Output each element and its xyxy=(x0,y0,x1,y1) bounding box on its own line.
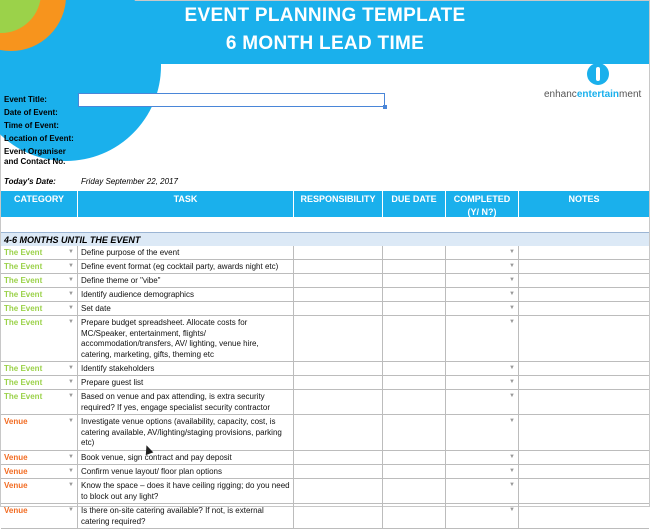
task-cell[interactable] xyxy=(78,260,294,273)
category-cell[interactable] xyxy=(1,451,78,464)
table-row xyxy=(1,302,649,316)
task-text-line: Investigate venue options (availability, capacity, cost, is xyxy=(81,417,276,426)
category-cell[interactable] xyxy=(1,274,78,287)
empty-cell[interactable] xyxy=(519,479,649,503)
category-cell[interactable] xyxy=(1,246,78,259)
dropdown-arrow-icon[interactable]: ▼ xyxy=(68,291,74,297)
task-text-line: required? If yes, engage specialist security contractor xyxy=(81,402,270,412)
dropdown-arrow-icon[interactable]: ▼ xyxy=(68,393,74,399)
empty-cell[interactable] xyxy=(294,415,383,450)
empty-cell[interactable] xyxy=(519,362,649,375)
category-cell[interactable] xyxy=(1,479,78,503)
task-text-line: to block out any light? xyxy=(81,491,159,501)
category-value: The Event xyxy=(4,364,43,373)
column-header-responsibility: RESPONSIBILITY xyxy=(294,191,383,217)
task-cell[interactable] xyxy=(78,415,294,450)
dropdown-arrow-icon[interactable]: ▼ xyxy=(68,418,74,424)
page-title: EVENT PLANNING TEMPLATE xyxy=(184,5,466,26)
task-text-line: Prepare guest list xyxy=(81,378,144,387)
task-cell[interactable] xyxy=(78,390,294,414)
task-cell[interactable] xyxy=(78,246,294,259)
category-value: Venue xyxy=(4,417,28,426)
table-row xyxy=(1,316,649,362)
empty-cell[interactable] xyxy=(294,316,383,361)
table-row xyxy=(1,465,649,479)
empty-cell[interactable] xyxy=(294,479,383,503)
category-value: Venue xyxy=(4,467,28,476)
task-text-line: Identify audience demographics xyxy=(81,290,194,299)
category-cell[interactable] xyxy=(1,390,78,414)
category-cell[interactable] xyxy=(1,316,78,361)
table-row xyxy=(1,288,649,302)
empty-cell[interactable] xyxy=(519,376,649,389)
task-cell[interactable] xyxy=(78,316,294,361)
task-cell[interactable] xyxy=(78,274,294,287)
todays-date-value: Friday September 22, 2017 xyxy=(81,177,178,186)
task-text-line: etc) xyxy=(81,438,95,447)
dropdown-arrow-icon[interactable]: ▼ xyxy=(509,507,515,513)
dropdown-arrow-icon[interactable]: ▼ xyxy=(68,365,74,371)
category-value: Venue xyxy=(4,506,28,515)
task-text-line: Define purpose of the event xyxy=(81,248,180,257)
empty-cell[interactable] xyxy=(294,390,383,414)
task-cell[interactable] xyxy=(78,288,294,301)
task-cell[interactable] xyxy=(78,504,294,528)
category-cell[interactable] xyxy=(1,302,78,315)
completed-cell[interactable] xyxy=(446,376,519,389)
dropdown-arrow-icon[interactable]: ▼ xyxy=(509,249,515,255)
dropdown-arrow-icon[interactable]: ▼ xyxy=(68,319,74,325)
empty-cell[interactable] xyxy=(383,376,446,389)
table-header xyxy=(1,191,649,217)
completed-cell[interactable] xyxy=(446,288,519,301)
column-header-category: CATEGORY xyxy=(1,191,78,217)
empty-cell[interactable] xyxy=(383,504,446,528)
dropdown-arrow-icon[interactable]: ▼ xyxy=(68,263,74,269)
completed-cell[interactable] xyxy=(446,260,519,273)
task-text-line: Is there on-site catering available? If not, is external xyxy=(81,506,264,515)
task-cell[interactable] xyxy=(78,362,294,375)
location-of-event-label: Location of Event: xyxy=(4,134,74,143)
dropdown-arrow-icon[interactable]: ▼ xyxy=(509,277,515,283)
dropdown-arrow-icon[interactable]: ▼ xyxy=(509,319,515,325)
event-title-input[interactable] xyxy=(78,93,385,107)
time-of-event-label: Time of Event: xyxy=(4,121,59,130)
empty-cell[interactable] xyxy=(294,376,383,389)
category-cell[interactable] xyxy=(1,376,78,389)
task-text-line: Based on venue and pax attending, is extra security xyxy=(81,392,265,401)
completed-cell[interactable] xyxy=(446,316,519,361)
dropdown-arrow-icon[interactable]: ▼ xyxy=(509,393,515,399)
empty-cell[interactable] xyxy=(519,274,649,287)
task-cell[interactable] xyxy=(78,479,294,503)
category-cell[interactable] xyxy=(1,504,78,528)
task-text-line: catering available, AV/lighting/staging provisions, parking xyxy=(81,427,282,437)
task-cell[interactable] xyxy=(78,451,294,464)
task-text-line: Define theme or "vibe" xyxy=(81,276,161,285)
category-value: The Event xyxy=(4,392,43,401)
empty-cell[interactable] xyxy=(519,260,649,273)
empty-cell[interactable] xyxy=(519,504,649,528)
category-cell[interactable] xyxy=(1,362,78,375)
completed-cell[interactable] xyxy=(446,302,519,315)
section-title: 4-6 MONTHS UNTIL THE EVENT xyxy=(1,232,649,246)
dropdown-arrow-icon[interactable]: ▼ xyxy=(509,454,515,460)
empty-cell[interactable] xyxy=(519,415,649,450)
organiser-label-line1: Event Organiser xyxy=(4,147,66,156)
dropdown-arrow-icon[interactable]: ▼ xyxy=(509,263,515,269)
empty-cell[interactable] xyxy=(294,504,383,528)
task-text-line: Set date xyxy=(81,304,111,313)
empty-cell[interactable] xyxy=(383,246,446,259)
task-text-line: Define event format (eg cocktail party, awards night etc) xyxy=(81,262,279,271)
dropdown-arrow-icon[interactable]: ▼ xyxy=(68,379,74,385)
task-cell[interactable] xyxy=(78,376,294,389)
completed-cell[interactable] xyxy=(446,246,519,259)
task-text-line: Prepare budget spreadsheet. Allocate costs for xyxy=(81,318,248,327)
dropdown-arrow-icon[interactable]: ▼ xyxy=(68,482,74,488)
task-text-line: catering required? xyxy=(81,516,146,526)
empty-cell[interactable] xyxy=(383,479,446,503)
column-header-task: TASK xyxy=(78,191,294,217)
empty-cell[interactable] xyxy=(519,316,649,361)
empty-cell[interactable] xyxy=(294,288,383,301)
category-value: Venue xyxy=(4,481,28,490)
dropdown-arrow-icon[interactable]: ▼ xyxy=(509,418,515,424)
completed-cell[interactable] xyxy=(446,274,519,287)
task-text-line: Confirm venue layout/ floor plan options xyxy=(81,467,222,476)
task-text-line: MC/Speaker, entertainment, flights/ xyxy=(81,328,206,338)
column-header-notes: NOTES xyxy=(568,194,600,204)
task-text-line: accommodation/transfers, AV/ lighting, venue hire, xyxy=(81,339,259,348)
completed-cell[interactable] xyxy=(446,390,519,414)
category-value: The Event xyxy=(4,378,43,387)
completed-cell[interactable] xyxy=(446,504,519,528)
completed-cell[interactable] xyxy=(446,479,519,503)
empty-cell[interactable] xyxy=(383,288,446,301)
category-value: The Event xyxy=(4,262,43,271)
empty-cell[interactable] xyxy=(294,302,383,315)
completed-cell[interactable] xyxy=(446,415,519,450)
task-text-line: Book venue, sign contract and pay deposit xyxy=(81,453,232,462)
category-cell[interactable] xyxy=(1,465,78,478)
empty-cell[interactable] xyxy=(383,274,446,287)
empty-cell[interactable] xyxy=(519,246,649,259)
empty-cell[interactable] xyxy=(519,465,649,478)
completed-cell[interactable] xyxy=(446,451,519,464)
dropdown-arrow-icon[interactable]: ▼ xyxy=(68,507,74,513)
column-header-completed xyxy=(446,191,519,217)
empty-cell[interactable] xyxy=(294,246,383,259)
dropdown-arrow-icon[interactable]: ▼ xyxy=(509,379,515,385)
table-row xyxy=(1,246,649,260)
completed-cell[interactable] xyxy=(446,362,519,375)
dropdown-arrow-icon[interactable]: ▼ xyxy=(509,482,515,488)
empty-cell[interactable] xyxy=(294,362,383,375)
empty-cell[interactable] xyxy=(383,260,446,273)
table-row xyxy=(1,479,649,504)
empty-cell[interactable] xyxy=(294,465,383,478)
empty-cell[interactable] xyxy=(294,274,383,287)
completed-header-line1: COMPLETED xyxy=(453,194,511,204)
dropdown-arrow-icon[interactable]: ▼ xyxy=(68,249,74,255)
empty-cell[interactable] xyxy=(383,451,446,464)
category-value: Venue xyxy=(4,453,28,462)
task-text-line: Identify stakeholders xyxy=(81,364,155,373)
logo-mark-icon xyxy=(587,63,609,85)
task-cell[interactable] xyxy=(78,302,294,315)
table-row xyxy=(1,362,649,376)
category-value: The Event xyxy=(4,318,43,327)
dropdown-arrow-icon[interactable]: ▼ xyxy=(68,468,74,474)
dropdown-arrow-icon[interactable]: ▼ xyxy=(68,454,74,460)
task-text-line: Know the space – does it have ceiling rigging; do you need xyxy=(81,481,290,490)
empty-cell[interactable] xyxy=(294,260,383,273)
empty-cell[interactable] xyxy=(294,451,383,464)
page-subtitle: 6 MONTH LEAD TIME xyxy=(225,33,425,54)
table-row xyxy=(1,451,649,465)
empty-cell[interactable] xyxy=(519,451,649,464)
completed-header-line2: (Y/ N?) xyxy=(467,207,497,217)
task-cell[interactable] xyxy=(78,465,294,478)
todays-date-label: Today's Date: xyxy=(4,177,56,186)
category-value: The Event xyxy=(4,304,43,313)
category-value: The Event xyxy=(4,290,43,299)
empty-cell[interactable] xyxy=(519,302,649,315)
empty-cell[interactable] xyxy=(383,316,446,361)
dropdown-arrow-icon[interactable]: ▼ xyxy=(68,305,74,311)
table-row xyxy=(1,376,649,390)
column-header-due-date: DUE DATE xyxy=(383,191,446,217)
category-cell[interactable] xyxy=(1,288,78,301)
dropdown-arrow-icon[interactable]: ▼ xyxy=(509,468,515,474)
dropdown-arrow-icon[interactable]: ▼ xyxy=(509,291,515,297)
table-row xyxy=(1,260,649,274)
empty-cell[interactable] xyxy=(383,362,446,375)
category-cell[interactable] xyxy=(1,260,78,273)
event-title-label: Event Title: xyxy=(4,95,47,104)
empty-cell[interactable] xyxy=(519,390,649,414)
completed-cell[interactable] xyxy=(446,465,519,478)
category-value: The Event xyxy=(4,276,43,285)
category-value: The Event xyxy=(4,248,43,257)
table-row xyxy=(1,504,649,529)
category-cell[interactable] xyxy=(1,415,78,450)
table-row xyxy=(1,274,649,288)
empty-cell[interactable] xyxy=(383,415,446,450)
dropdown-arrow-icon[interactable]: ▼ xyxy=(68,277,74,283)
organiser-label-line2: and Contact No. xyxy=(4,157,66,166)
table-row xyxy=(1,415,649,451)
task-text-line: catering, marketing, gifts, theming etc xyxy=(81,349,214,359)
empty-cell[interactable] xyxy=(383,465,446,478)
empty-cell[interactable] xyxy=(519,288,649,301)
dropdown-arrow-icon[interactable]: ▼ xyxy=(509,365,515,371)
logo-wordmark: enhancentertainment xyxy=(544,89,642,100)
brand-logo xyxy=(544,63,644,103)
dropdown-arrow-icon[interactable]: ▼ xyxy=(509,305,515,311)
table-row xyxy=(1,390,649,415)
date-of-event-label: Date of Event: xyxy=(4,108,58,117)
empty-cell[interactable] xyxy=(383,390,446,414)
empty-cell[interactable] xyxy=(383,302,446,315)
